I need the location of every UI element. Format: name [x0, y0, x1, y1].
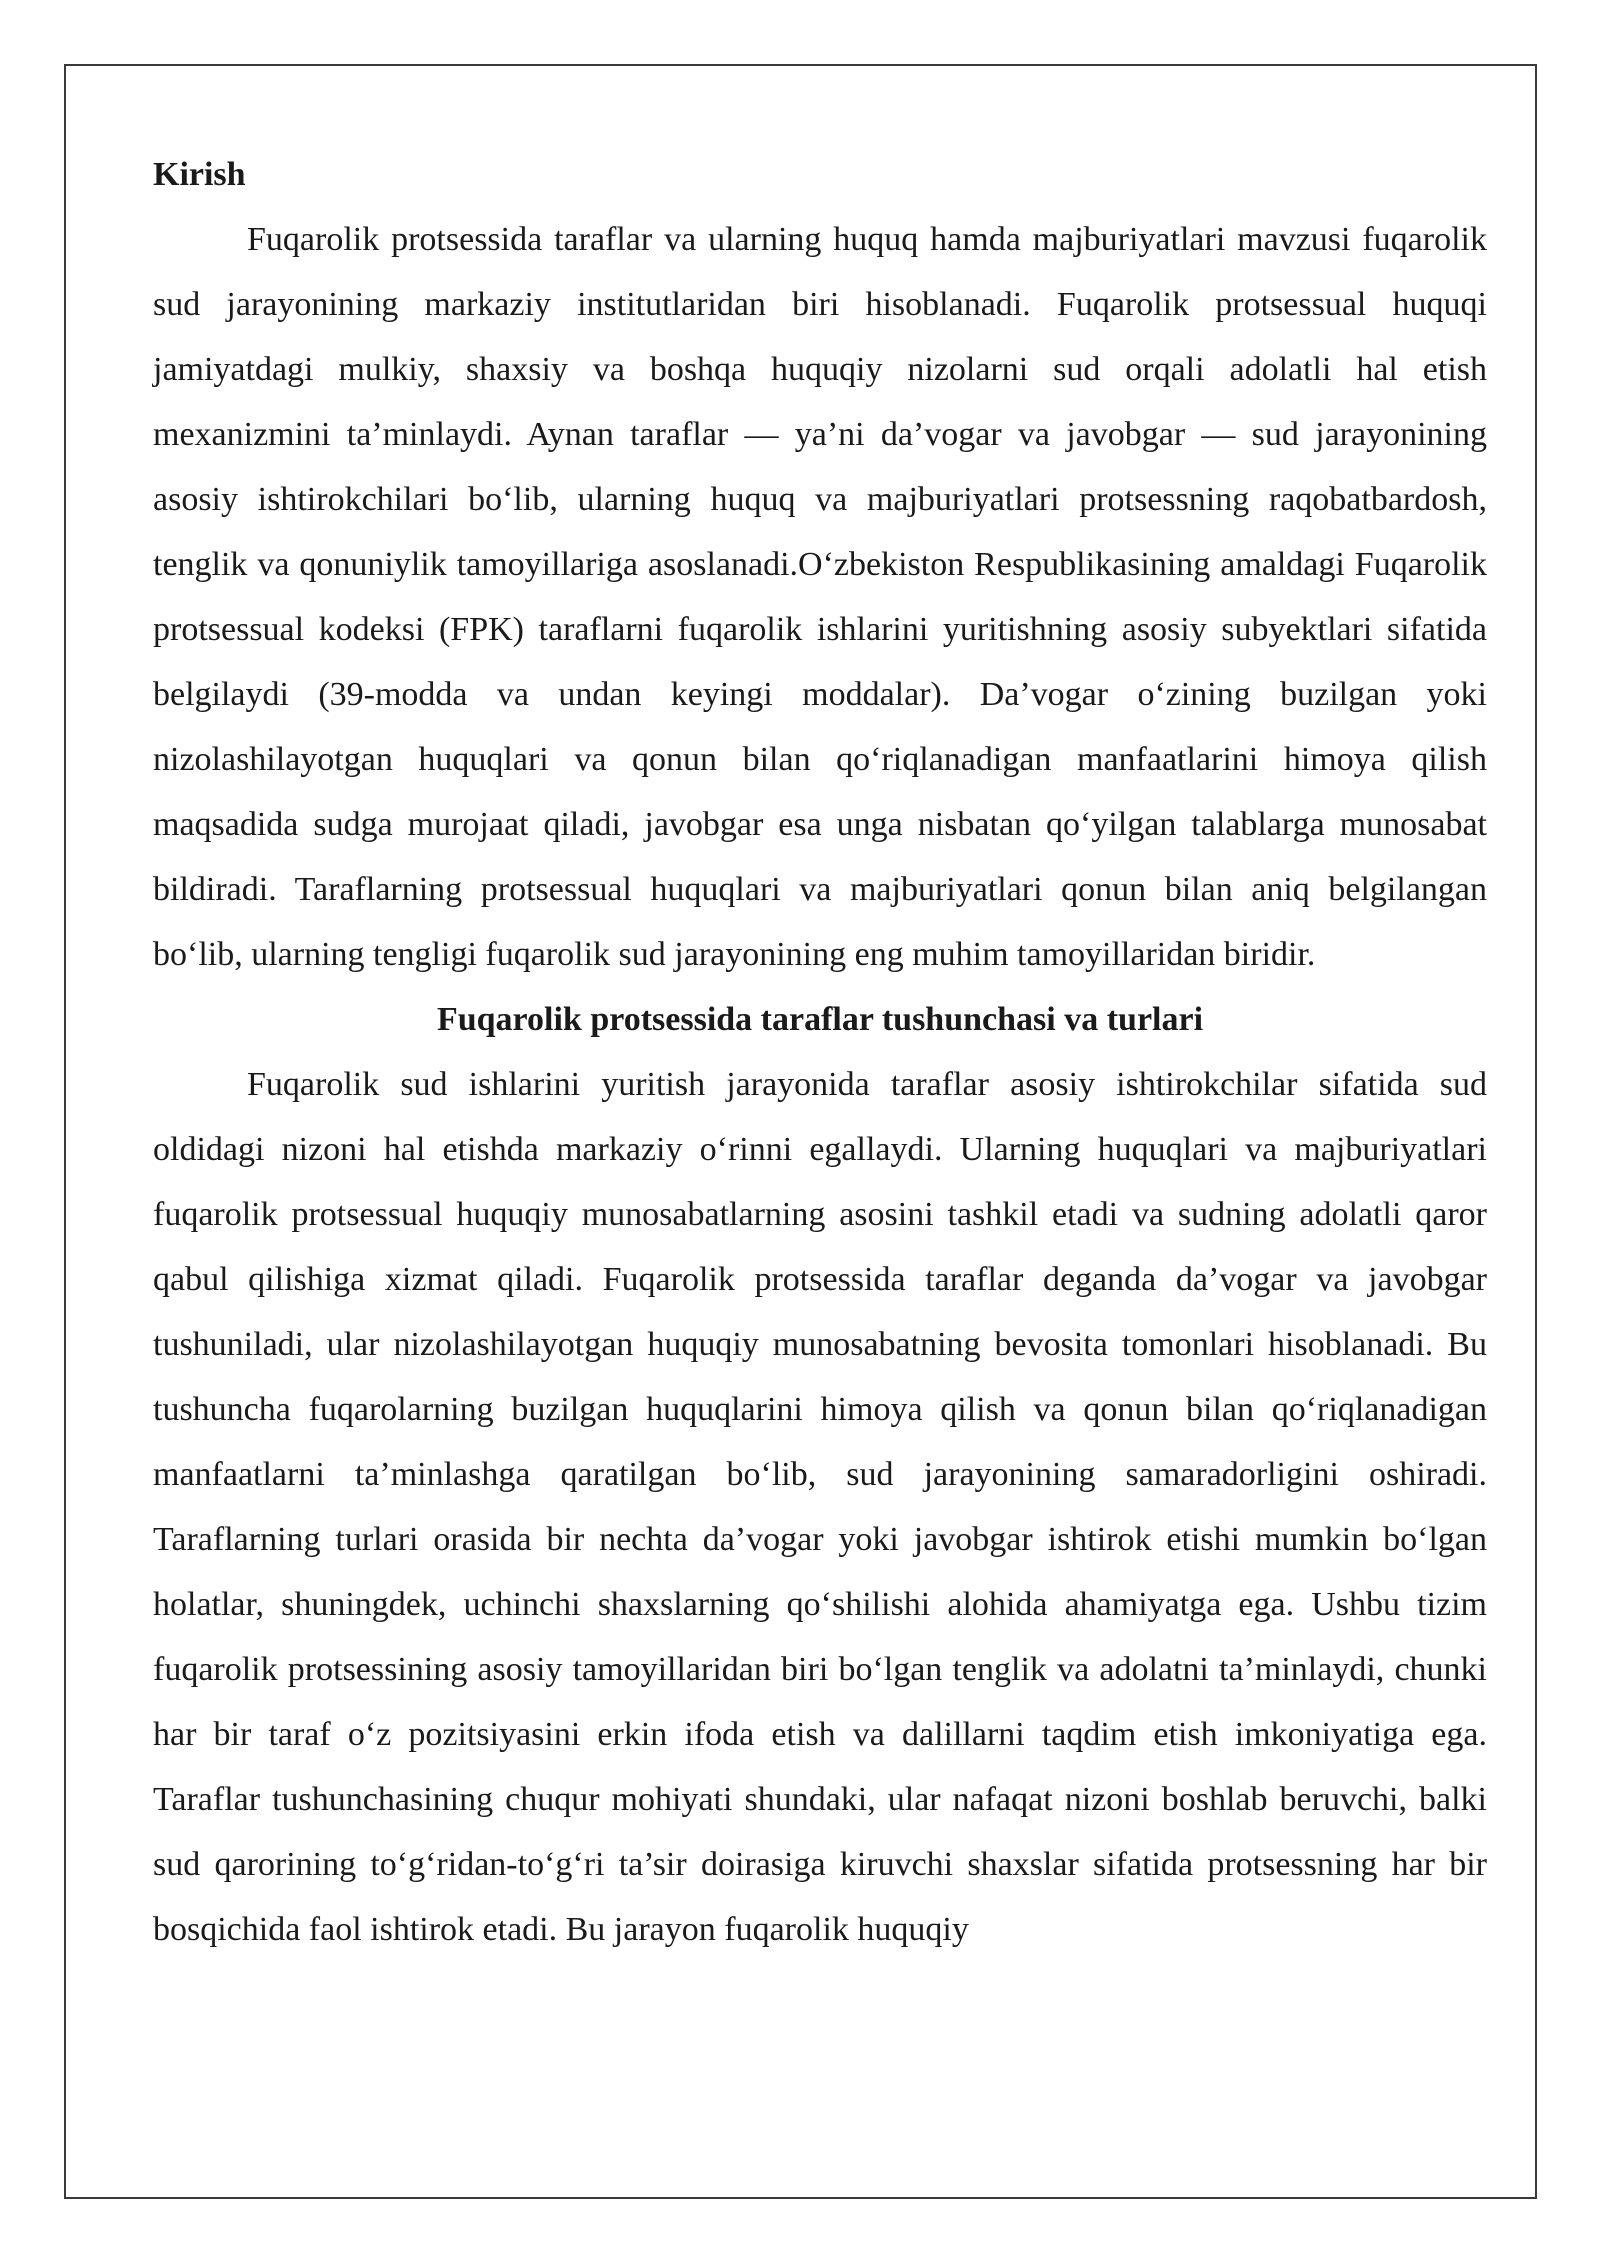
document-body	[153, 142, 1487, 1962]
intro-paragraph: Fuqarolik protsessida taraflar va ularning huquq hamda majburiyatlari mavzusi fuqarolik sud jarayonining markaziy institutlaridan biri hisoblanadi. Fuqarolik protsessual huquqi jamiyatdagi mulkiy, shaxsiy va boshqa huquqiy nizolarni sud orqali adolatli hal etish mexanizmini ta’minlaydi. Aynan taraflar — ya’ni da’vogar va javobgar — sud jarayonining asosiy ishtirokchilari bo‘lib, ularning huquq va majburiyatlari protsessning raqobatbardosh, tenglik va qonuniylik tamoyillariga asoslanadi.O‘zbekiston Respublikasining amaldagi Fuqarolik protsessual kodeksi (FPK) taraflarni fuqarolik ishlarini yuritishning asosiy subyektlari sifatida belgilaydi (39-modda va undan keyingi moddalar). Da’vogar o‘zining buzilgan yoki nizolashilayotgan huquqlari va qonun bilan qo‘riqlanadigan manfaatlarini himoya qilish maqsadida sudga murojaat qiladi, javobgar esa unga nisbatan qo‘yilgan talablarga munosabat bildiradi. Taraflarning protsessual huquqlari va majburiyatlari qonun bilan aniq belgilangan bo‘lib, ularning tengligi fuqarolik sud jarayonining eng muhim tamoyillaridan biridir.	[153, 221, 1487, 973]
section-paragraph: Fuqarolik sud ishlarini yuritish jarayonida taraflar asosiy ishtirokchilar sifatida sud oldidagi nizoni hal etishda markaziy o‘rinni egallaydi. Ularning huquqlari va majburiyatlari fuqarolik protsessual huquqiy munosabatlarning asosini tashkil etadi va sudning adolatli qaror qabul qilishiga xizmat qiladi. Fuqarolik protsessida taraflar deganda da’vogar va javobgar tushuniladi, ular nizolashilayotgan huquqiy munosabatning bevosita tomonlari hisoblanadi. Bu tushuncha fuqarolarning buzilgan huquqlarini himoya qilish va qonun bilan qo‘riqlanadigan manfaatlarni ta’minlashga qaratilgan bo‘lib, sud jarayonining samaradorligini oshiradi. Taraflarning turlari orasida bir nechta da’vogar yoki javobgar ishtirok etishi mumkin bo‘lgan holatlar, shuningdek, uchinchi shaxslarning qo‘shilishi alohida ahamiyatga ega. Ushbu tizim fuqarolik protsessining asosiy tamoyillaridan biri bo‘lgan tenglik va adolatni ta’minlaydi, chunki har bir taraf o‘z pozitsiyasini erkin ifoda etish va dalillarni taqdim etish imkoniyatiga ega. Taraflar tushunchasining chuqur mohiyati shundaki, ular nafaqat nizoni boshlab beruvchi, balki sud qarorining to‘g‘ridan-to‘g‘ri ta’sir doirasiga kiruvchi shaxslar sifatida protsessning har bir bosqichida faol ishtirok etadi. Bu jarayon fuqarolik huquqiy	[153, 1066, 1487, 1948]
intro-heading: Kirish	[153, 156, 246, 193]
section-heading: Fuqarolik protsessida taraflar tushunchasi va turlari	[436, 1001, 1204, 1038]
